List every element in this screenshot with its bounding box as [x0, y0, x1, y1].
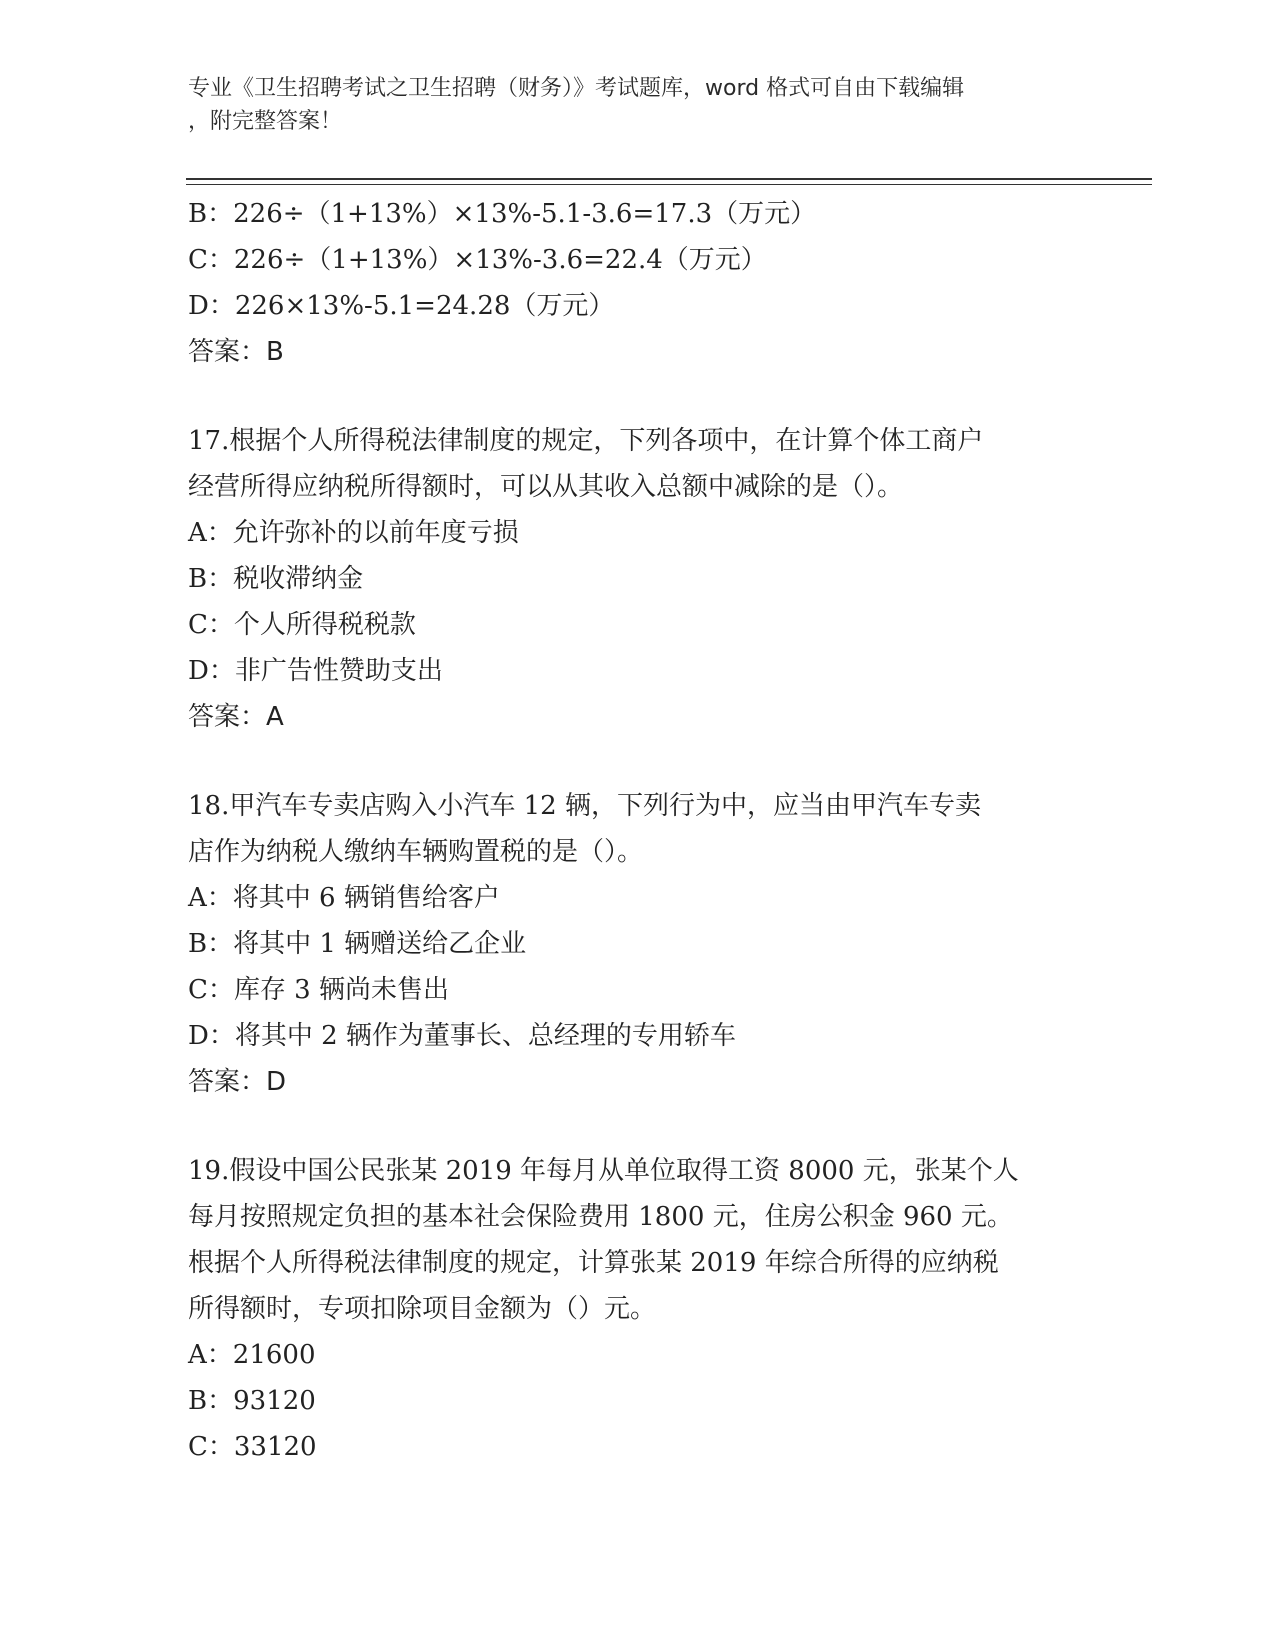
option-b: B：将其中 1 辆赠送给乙企业: [188, 929, 527, 959]
prev-question: [188, 191, 1088, 375]
page-content: [188, 191, 1088, 1470]
header-rule-thin: [186, 184, 1152, 185]
option-c: C：226÷（1+13%）×13%-3.6=22.4（万元）: [188, 245, 767, 275]
option-a: A：将其中 6 辆销售给客户: [188, 883, 500, 913]
document-header: [188, 72, 1068, 138]
answer-line: 答案：B: [188, 337, 284, 367]
option-b: B：226÷（1+13%）×13%-5.1-3.6=17.3（万元）: [188, 199, 817, 229]
option-a: A：21600: [188, 1340, 316, 1370]
option-c: C：33120: [188, 1432, 317, 1462]
question-17: [188, 418, 1088, 740]
option-a: A：允许弥补的以前年度亏损: [188, 518, 519, 548]
question-text-line: 经营所得应纳税所得额时，可以从其收入总额中减除的是（）。: [188, 472, 904, 502]
answer-line: 答案：D: [188, 1067, 287, 1097]
option-b: B：税收滞纳金: [188, 564, 364, 594]
question-18: [188, 783, 1088, 1105]
option-d: D：非广告性赞助支出: [188, 656, 443, 686]
option-c: C：个人所得税税款: [188, 610, 416, 640]
option-b: B：93120: [188, 1386, 316, 1416]
question-text-line: 所得额时，专项扣除项目金额为（）元。: [188, 1294, 657, 1324]
question-text-line: 19.假设中国公民张某 2019 年每月从单位取得工资 8000 元，张某个人: [188, 1156, 1019, 1186]
option-d: D：226×13%-5.1=24.28（万元）: [188, 291, 615, 321]
option-d: D：将其中 2 辆作为董事长、总经理的专用轿车: [188, 1021, 736, 1051]
option-c: C：库存 3 辆尚未售出: [188, 975, 449, 1005]
answer-line: 答案：A: [188, 702, 284, 732]
question-text-line: 18.甲汽车专卖店购入小汽车 12 辆，下列行为中，应当由甲汽车专卖: [188, 791, 981, 821]
header-line-1: 专业《卫生招聘考试之卫生招聘（财务）》考试题库，word 格式可自由下载编辑: [188, 76, 965, 101]
header-line-2: ，附完整答案！: [188, 109, 343, 134]
question-text-line: 店作为纳税人缴纳车辆购置税的是（）。: [188, 837, 644, 867]
question-text-line: 每月按照规定负担的基本社会保险费用 1800 元，住房公积金 960 元。: [188, 1202, 1013, 1232]
question-text-line: 17.根据个人所得税法律制度的规定，下列各项中，在计算个体工商户: [188, 426, 984, 456]
question-19: [188, 1148, 1088, 1470]
question-text-line: 根据个人所得税法律制度的规定，计算张某 2019 年综合所得的应纳税: [188, 1248, 999, 1278]
header-rule-thick: [186, 178, 1152, 180]
